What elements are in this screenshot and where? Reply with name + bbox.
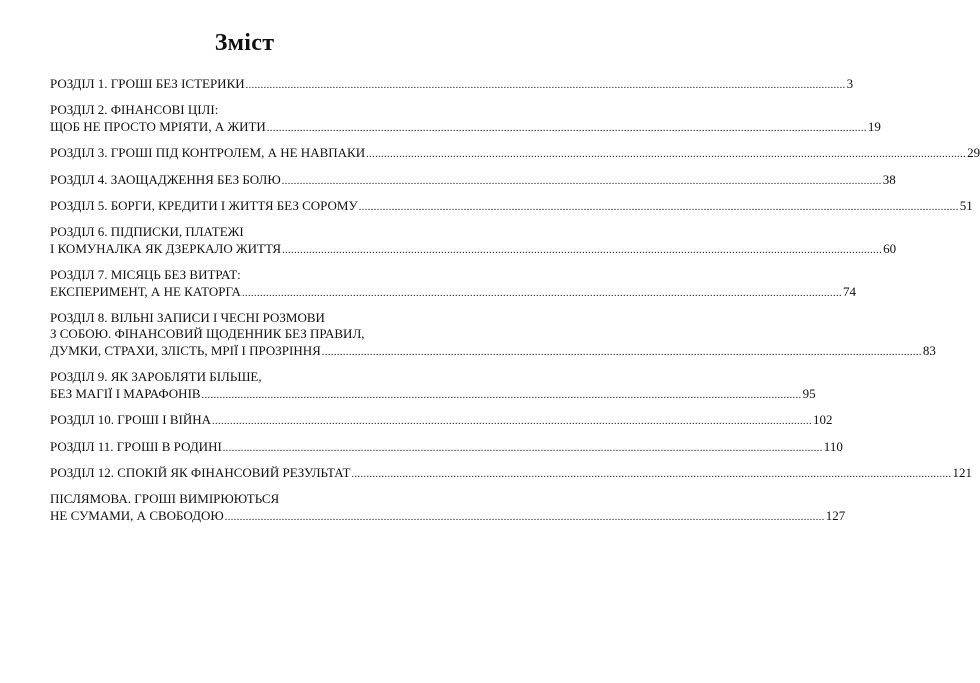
toc-entry — [50, 491, 846, 526]
dot-leader: ........................................................................................................................................................................................................ — [224, 511, 825, 523]
toc-entry-line — [50, 438, 843, 457]
toc-entry-line — [50, 145, 980, 163]
toc-entry-title-line: РОЗДІЛ 7. МІСЯЦЬ БЕЗ ВИТРАТ: — [50, 267, 241, 283]
toc-entry-title-line: РОЗДІЛ 6. ПІДПИСКИ, ПЛАТЕЖІ — [50, 224, 244, 240]
table-of-contents — [50, 76, 980, 534]
dot-leader: ........................................................................................................................................................................................................ — [366, 149, 967, 161]
toc-entry-title-line: РОЗДІЛ 5. БОРГИ, КРЕДИТИ І ЖИТТЯ БЕЗ СОРОМУ — [50, 198, 358, 214]
toc-entry — [50, 198, 973, 216]
toc-entry — [50, 438, 843, 457]
dot-leader: ........................................................................................................................................................................................................ — [266, 122, 867, 134]
toc-entry — [50, 267, 856, 302]
toc-page-number: 19 — [867, 118, 881, 134]
toc-entry — [50, 102, 881, 137]
toc-page-number: 3 — [846, 76, 854, 91]
toc-entry-title-line: БЕЗ МАГІЇ І МАРАФОНІВ — [50, 385, 201, 401]
toc-entry-line — [50, 342, 936, 361]
toc-page-number: 29 — [967, 145, 980, 161]
dot-leader: ........................................................................................................................................................................................................ — [212, 416, 812, 428]
toc-entry-title-line: РОЗДІЛ 11. ГРОШІ В РОДИНІ — [50, 438, 222, 454]
toc-entry-line — [50, 118, 881, 137]
toc-entry-line — [50, 385, 816, 404]
toc-entry-title-line: НЕ СУМАМИ, А СВОБОДОЮ — [50, 507, 224, 523]
toc-entry-line — [50, 283, 856, 302]
toc-entry-title-line: РОЗДІЛ 1. ГРОШІ БЕЗ ІСТЕРИКИ — [50, 76, 245, 91]
toc-entry — [50, 171, 896, 190]
toc-entry-title-line: РОЗДІЛ 10. ГРОШІ І ВІЙНА — [50, 412, 211, 428]
toc-entry-title-line: РОЗДІЛ 8. ВІЛЬНІ ЗАПИСИ І ЧЕСНІ РОЗМОВИ — [50, 310, 325, 326]
toc-entry-line — [50, 198, 973, 216]
toc-entry — [50, 145, 980, 163]
toc-page-number: 38 — [882, 171, 896, 187]
dot-leader: ........................................................................................................................................................................................................ — [201, 389, 802, 401]
dot-leader: ........................................................................................................................................................................................................ — [351, 468, 952, 480]
toc-entry-line — [50, 464, 972, 483]
toc-entry-title-line: РОЗДІЛ 9. ЯК ЗАРОБЛЯТИ БІЛЬШЕ, — [50, 369, 262, 385]
toc-entry — [50, 76, 854, 94]
toc-page-number: 60 — [883, 240, 897, 256]
toc-entry — [50, 412, 833, 430]
toc-entry-title-line: РОЗДІЛ 4. ЗАОЩАДЖЕННЯ БЕЗ БОЛЮ — [50, 171, 281, 187]
toc-entry-line — [50, 76, 854, 94]
toc-page-number: 95 — [802, 385, 816, 401]
dot-leader: ........................................................................................................................................................................................................ — [282, 244, 883, 256]
toc-page-number: 74 — [842, 283, 856, 299]
toc-page-number: 127 — [825, 507, 846, 523]
toc-entry — [50, 464, 972, 483]
toc-entry-line — [50, 171, 896, 190]
page-title: Зміст — [214, 30, 275, 56]
toc-entry-title-line: РОЗДІЛ 3. ГРОШІ ПІД КОНТРОЛЕМ, А НЕ НАВПАКИ — [50, 145, 366, 161]
toc-page-number: 83 — [922, 342, 936, 358]
toc-entry-title-line: ДУМКИ, СТРАХИ, ЗЛІСТЬ, МРІЇ І ПРОЗРІННЯ — [50, 342, 321, 358]
toc-page-number: 102 — [813, 412, 833, 428]
toc-entry — [50, 310, 936, 361]
toc-entry-line — [50, 412, 833, 430]
dot-leader: ........................................................................................................................................................................................................ — [222, 442, 823, 454]
toc-entry — [50, 224, 897, 259]
toc-entry — [50, 369, 816, 404]
toc-entry-title-line: І КОМУНАЛКА ЯК ДЗЕРКАЛО ЖИТТЯ — [50, 240, 282, 256]
dot-leader: ........................................................................................................................................................................................................ — [245, 80, 846, 91]
toc-entry-title-line: ПІСЛЯМОВА. ГРОШІ ВИМІРЮЮТЬСЯ — [50, 491, 280, 507]
toc-entry-title-line: РОЗДІЛ 12. СПОКІЙ ЯК ФІНАНСОВИЙ РЕЗУЛЬТАТ — [50, 464, 351, 480]
toc-entry-line — [50, 240, 897, 259]
toc-entry-title-line: З СОБОЮ. ФІНАНСОВИЙ ЩОДЕННИК БЕЗ ПРАВИЛ, — [50, 326, 365, 342]
toc-page-number: 121 — [952, 464, 972, 480]
toc-entry-title-line: ЕКСПЕРИМЕНТ, А НЕ КАТОРГА — [50, 283, 241, 299]
dot-leader: ........................................................................................................................................................................................................ — [321, 346, 922, 358]
dot-leader: ........................................................................................................................................................................................................ — [358, 202, 959, 214]
toc-entry-title-line: РОЗДІЛ 2. ФІНАНСОВІ ЦІЛІ: — [50, 102, 219, 118]
dot-leader: ........................................................................................................................................................................................................ — [241, 287, 842, 299]
toc-entry-line — [50, 507, 846, 526]
toc-page-number: 110 — [823, 438, 843, 454]
toc-entry-title-line: ЩОБ НЕ ПРОСТО МРІЯТИ, А ЖИТИ — [50, 118, 266, 134]
dot-leader: ........................................................................................................................................................................................................ — [281, 175, 882, 187]
toc-page-number: 51 — [959, 198, 973, 214]
